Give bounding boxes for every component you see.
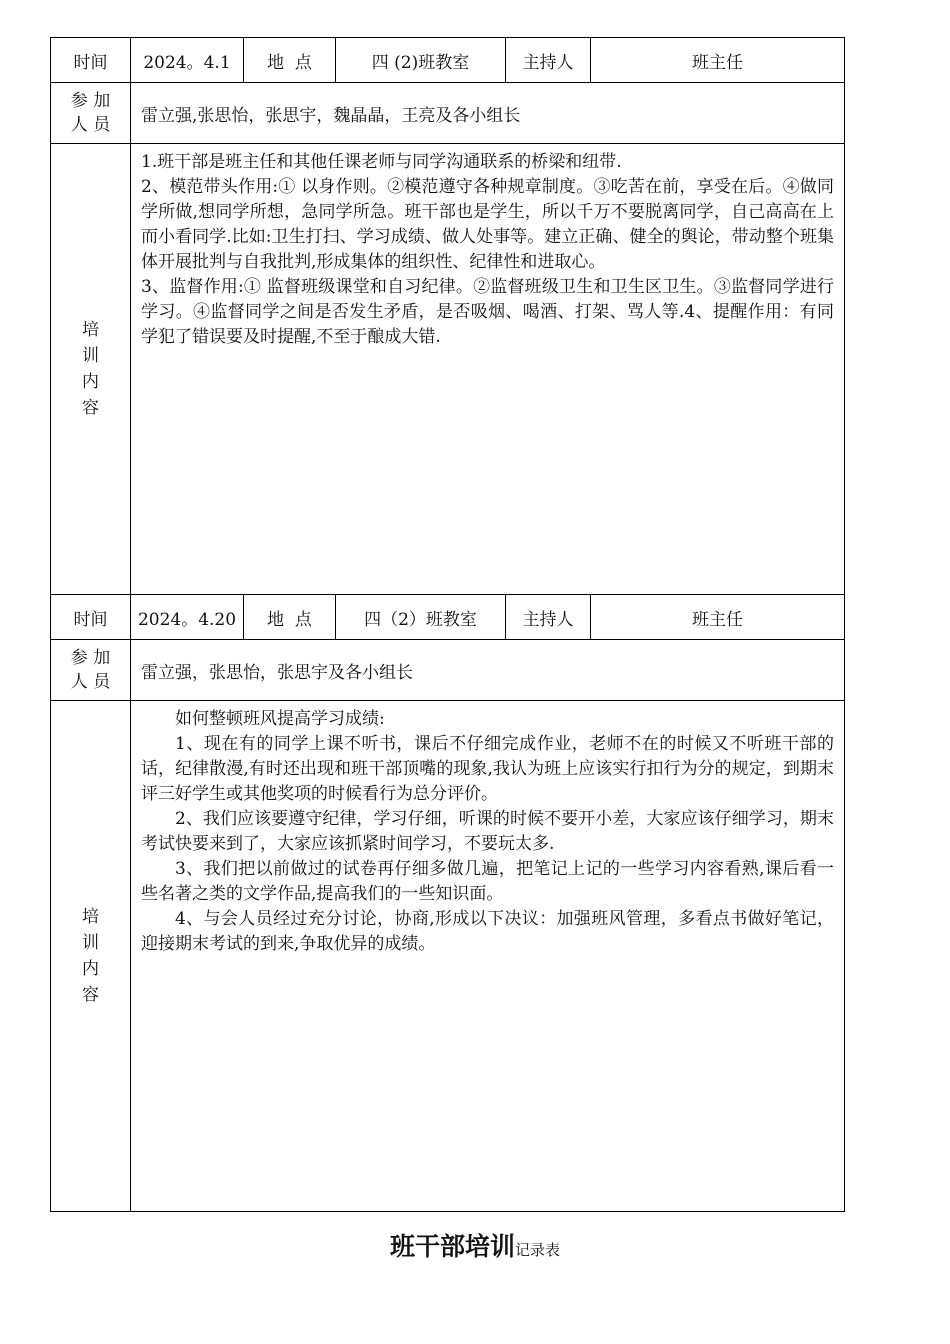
content-paragraph: 3、监督作用:① 监督班级课堂和自习纪律。②监督班级卫生和卫生区卫生。③监督同学进行学习。④监督同学之间是否发生矛盾，是否吸烟、喝酒、打架、骂人等.4、提醒作用：有同学犯了错误要及时提醒,不至于酿成大错. (141, 277, 834, 347)
host-value: 班主任 (591, 38, 845, 83)
time-label: 时间 (51, 595, 131, 640)
content-paragraph: 2、我们应该要遵守纪律，学习仔细，听课的时候不要开小差，大家应该仔细学习，期末考试快要来到了，大家应该抓紧时间学习，不要玩太多. (141, 809, 834, 854)
place-label: 地 点 (244, 38, 336, 83)
title-main: 班干部培训 (389, 1232, 515, 1261)
content-paragraph: 1.班干部是班主任和其他任课老师与同学沟通联系的桥梁和纽带. (141, 152, 622, 172)
content-text (131, 701, 845, 1212)
date-value: 2024。4.20 (131, 595, 244, 640)
host-value: 班主任 (591, 595, 845, 640)
title-suffix: 记录表 (515, 1241, 561, 1259)
date-value: 2024。4.1 (131, 38, 244, 83)
meeting-1-header-row (51, 38, 845, 83)
meeting-1-attendees-row (51, 83, 845, 144)
content-text (131, 144, 845, 595)
meeting-2-content-row (51, 701, 845, 1212)
place-value: 四（2）班教室 (336, 595, 506, 640)
time-label: 时间 (51, 38, 131, 83)
content-label: 培 训 内 容 (51, 701, 131, 1212)
attendees-value: 雷立强,张思怡，张思宇，魏晶晶，王亮及各小组长 (131, 83, 845, 144)
content-label: 培 训 内 容 (51, 144, 131, 595)
host-label: 主持人 (506, 595, 591, 640)
content-paragraph: 如何整顿班风提高学习成绩: (175, 709, 385, 729)
content-paragraph: 1、现在有的同学上课不听书，课后不仔细完成作业，老师不在的时候又不听班干部的话，纪律散漫,有时还出现和班干部顶嘴的现象,我认为班上应该实行扣行为分的规定，到期末评三好学生或其他奖项的时候看行为总分评价。 (141, 734, 834, 804)
place-label: 地 点 (244, 595, 336, 640)
meeting-2-header-row (51, 595, 845, 640)
content-paragraph: 2、模范带头作用:① 以身作则。②模范遵守各种规章制度。③吃苦在前，享受在后。④做同学所做,想同学所想，急同学所急。班干部也是学生，所以千万不要脱离同学，自己高高在上而小看同学.比如:卫生打扫、学习成绩、做人处事等。建立正确、健全的舆论，带动整个班集体开展批判与自我批判,形成集体的组织性、纪律性和进取心。 (141, 177, 834, 272)
record-table (50, 37, 845, 1212)
attendees-label: 参 加 人 员 (51, 640, 131, 701)
record-sheet (50, 37, 844, 1212)
host-label: 主持人 (506, 38, 591, 83)
document-title (0, 1227, 950, 1263)
content-paragraph: 3、我们把以前做过的试卷再仔细多做几遍，把笔记上记的一些学习内容看熟,课后看一些名著之类的文学作品,提高我们的一些知识面。 (141, 859, 834, 904)
content-paragraph: 4、与会人员经过充分讨论，协商,形成以下决议：加强班风管理，多看点书做好笔记，迎接期末考试的到来,争取优异的成绩。 (141, 909, 834, 954)
meeting-1-content-row (51, 144, 845, 595)
place-value: 四 (2)班教室 (336, 38, 506, 83)
attendees-label: 参 加 人 员 (51, 83, 131, 144)
attendees-value: 雷立强，张思怡，张思宇及各小组长 (131, 640, 845, 701)
meeting-2-attendees-row (51, 640, 845, 701)
